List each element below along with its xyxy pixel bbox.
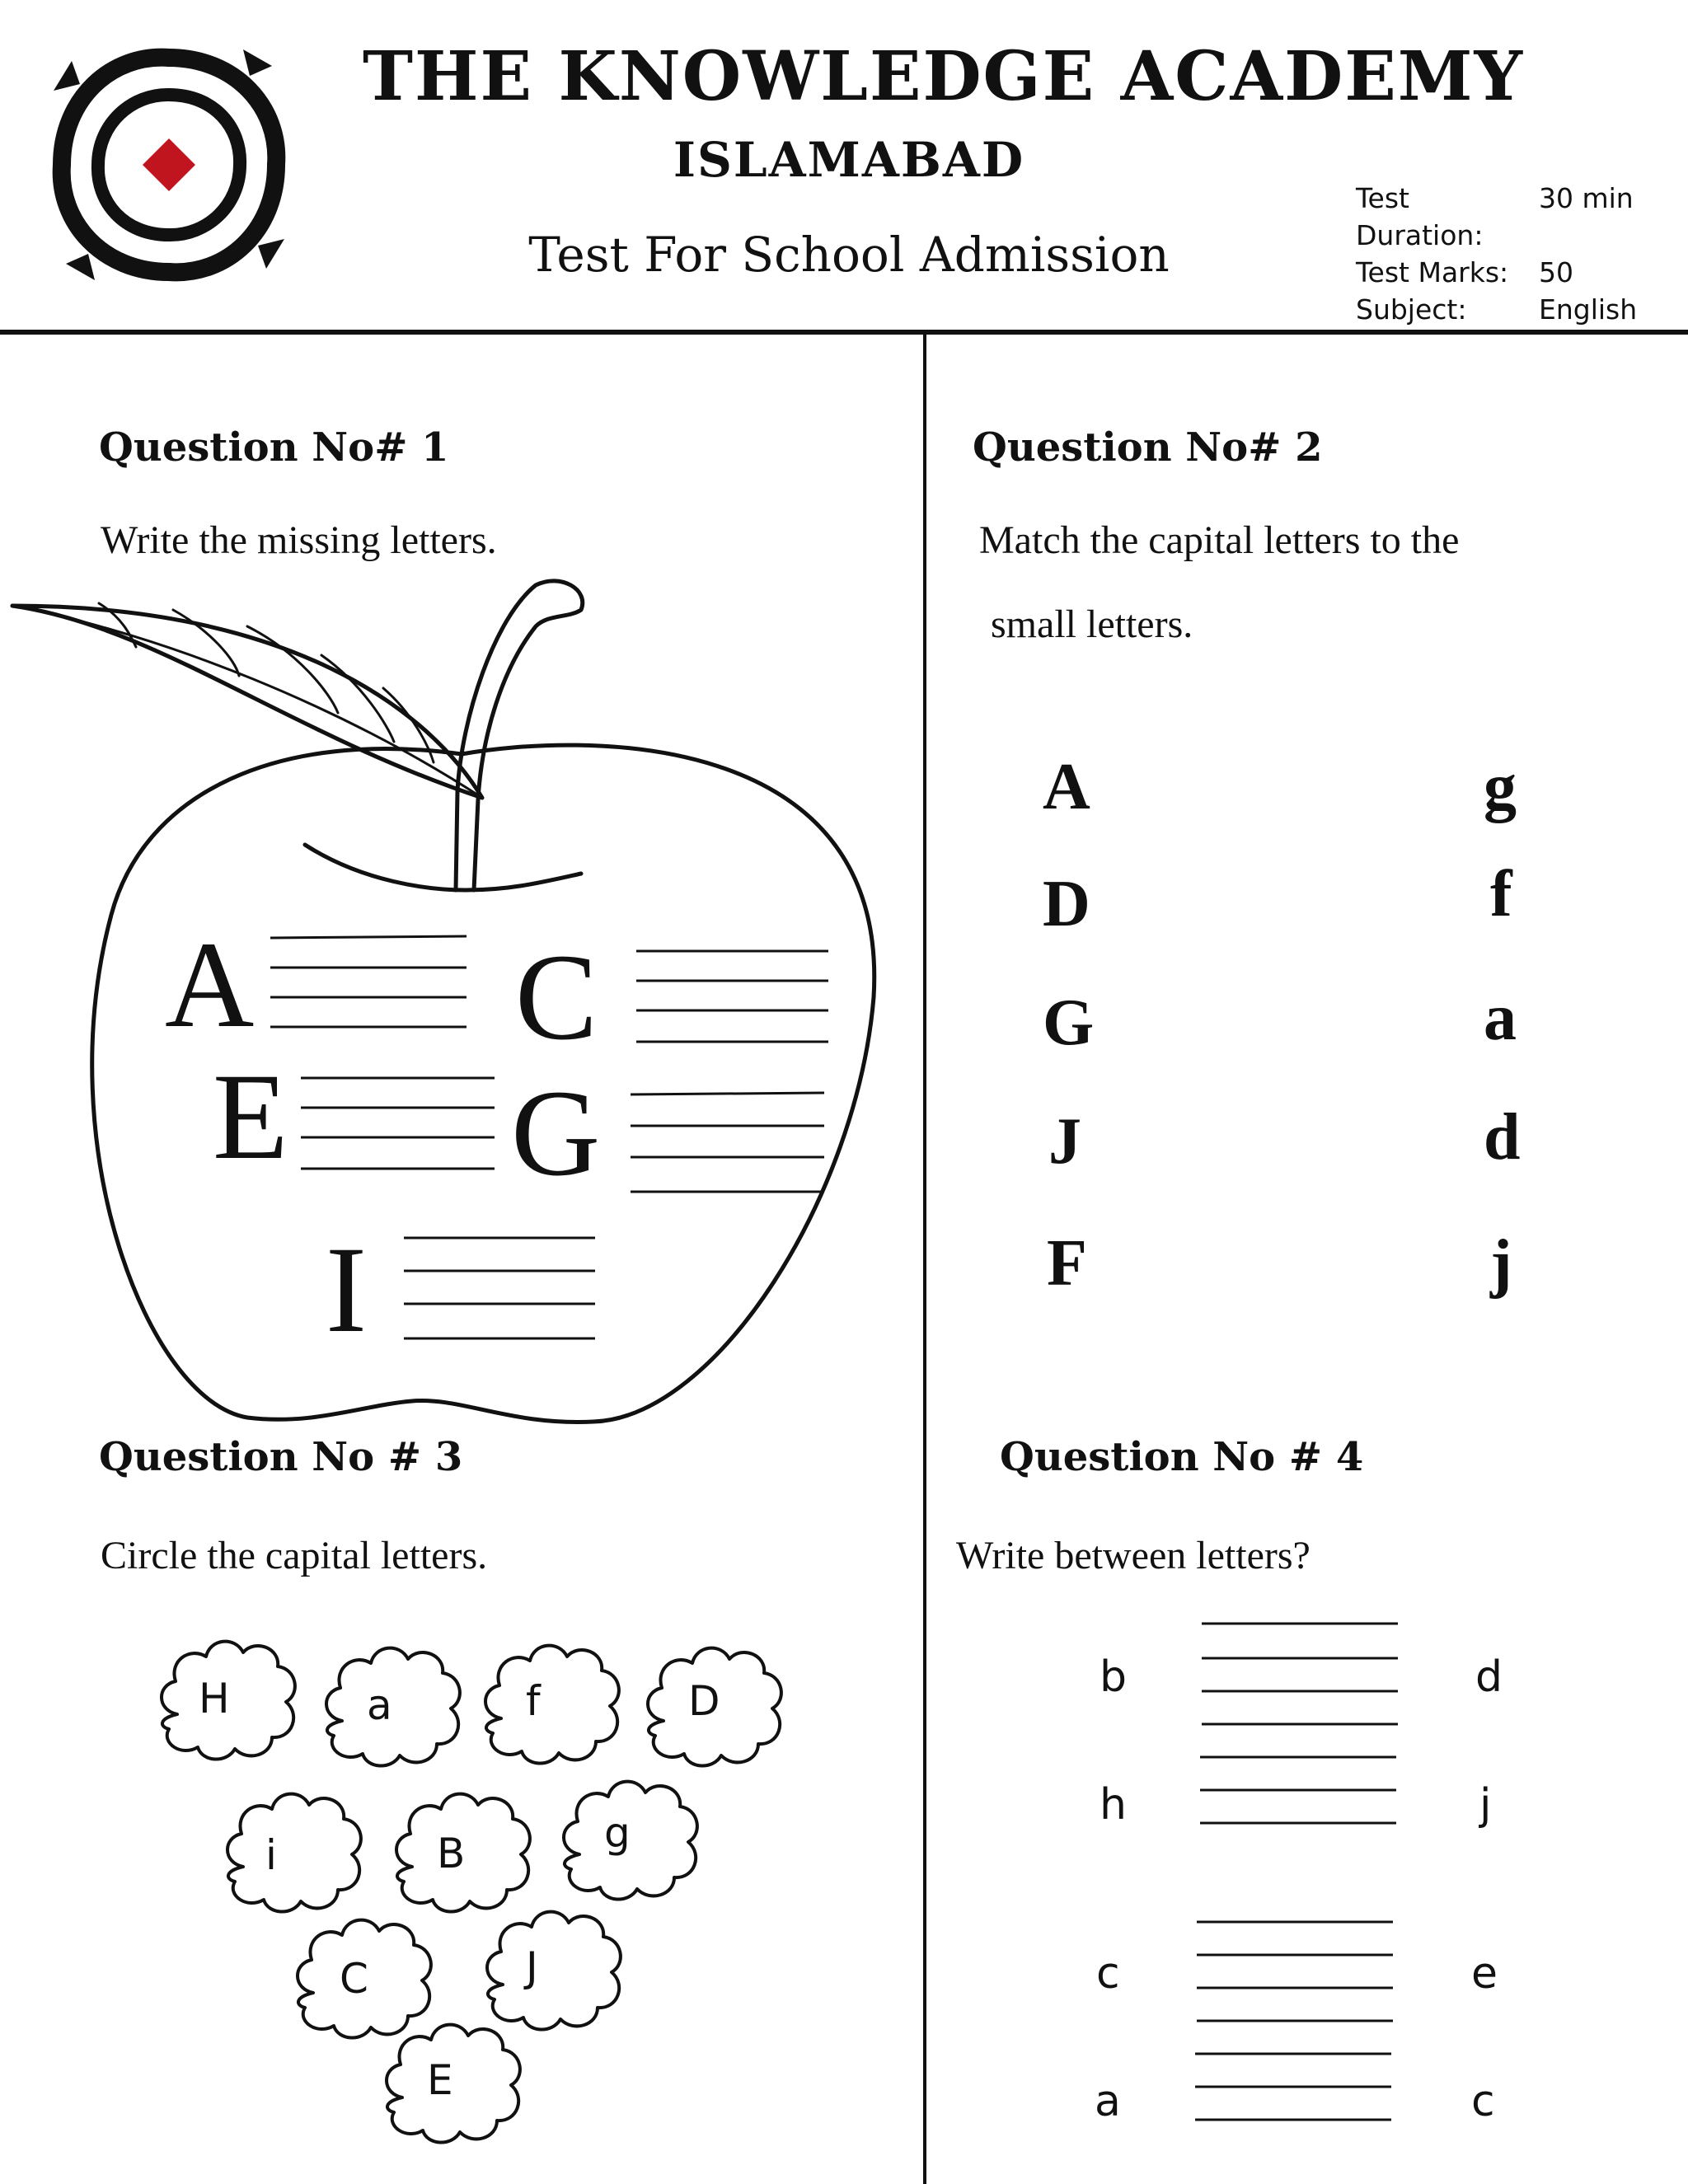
q4-instruction: Write between letters? [956, 1534, 1311, 1577]
subject-row [1356, 291, 1637, 328]
q2-capital-d[interactable]: D [1043, 868, 1090, 940]
cloud-letter: i [265, 1831, 277, 1879]
q1-letter-c: C [515, 929, 598, 1066]
test-info [1356, 180, 1637, 328]
q2-small-j[interactable]: j [1490, 1227, 1512, 1300]
cloud-shape-10[interactable] [387, 2025, 520, 2143]
info-value: English [1539, 293, 1638, 326]
q2-title: Question No# 2 [973, 424, 1323, 471]
cloud-letter: a [367, 1681, 392, 1729]
cloud-letter: J [526, 1943, 538, 1991]
q2-instruction-line1: Match the capital letters to the [979, 518, 1460, 562]
column-divider [923, 335, 926, 2184]
q4-right-letter: j [1479, 1780, 1492, 1830]
q2-small-f[interactable]: f [1490, 858, 1512, 930]
q2-capital-g[interactable]: G [1043, 987, 1095, 1059]
header-divider [0, 330, 1688, 335]
info-label: Subject: [1356, 293, 1467, 326]
q2-capital-j[interactable]: J [1048, 1105, 1081, 1178]
q1-title: Question No# 1 [99, 424, 449, 471]
cloud-letter: g [604, 1809, 631, 1857]
info-label: Test Duration: [1356, 182, 1484, 251]
q4-right-letter: e [1471, 1949, 1498, 1999]
q1-letter-g: G [511, 1065, 601, 1202]
q4-title: Question No # 4 [1000, 1434, 1364, 1480]
q4-left-letter: a [1095, 2077, 1121, 2126]
cloud-shape-2[interactable] [326, 1648, 460, 1766]
cloud-shape-7[interactable] [564, 1782, 697, 1900]
q4-left-letter: b [1100, 1652, 1128, 1702]
q2-small-d[interactable]: d [1484, 1101, 1521, 1174]
cloud-shape-3[interactable] [485, 1646, 619, 1764]
q1-writing-lines[interactable] [0, 907, 915, 1368]
cloud-letter: E [427, 2056, 453, 2104]
q4-writing-lines[interactable] [1179, 1615, 1409, 2159]
q1-letter-a: A [165, 916, 255, 1053]
info-value: 50 [1539, 256, 1573, 288]
cloud-letter: C [340, 1955, 368, 2003]
info-label: Test Marks: [1356, 256, 1509, 288]
info-value: 30 min [1539, 182, 1634, 214]
q2-instruction-line2: small letters. [991, 602, 1193, 646]
q2-small-a[interactable]: a [1484, 982, 1517, 1054]
test-title: Test For School Admission [528, 227, 1170, 283]
q1-letter-i: I [326, 1221, 367, 1358]
cloud-shape-9[interactable] [487, 1912, 621, 2030]
cloud-letter: B [437, 1830, 466, 1877]
q3-title: Question No # 3 [99, 1434, 463, 1480]
cloud-letter: H [199, 1675, 230, 1722]
school-city: ISLAMABAD [673, 132, 1025, 188]
q4-left-letter: h [1100, 1780, 1127, 1830]
q2-capital-a[interactable]: A [1043, 751, 1090, 823]
test-duration-row [1356, 180, 1637, 254]
q3-instruction: Circle the capital letters. [101, 1534, 488, 1577]
cloud-letter: f [526, 1677, 541, 1725]
q4-right-letter: d [1475, 1652, 1503, 1702]
cloud-letter: D [688, 1677, 720, 1725]
q2-capital-f[interactable]: F [1047, 1227, 1087, 1300]
q1-instruction: Write the missing letters. [101, 518, 497, 562]
q3-clouds [0, 1615, 907, 2159]
q1-letter-e: E [213, 1048, 288, 1185]
q4-right-letter: c [1471, 2077, 1495, 2126]
cloud-shape-5[interactable] [227, 1794, 361, 1912]
test-marks-row [1356, 254, 1637, 291]
q4-left-letter: c [1096, 1949, 1120, 1999]
school-name: THE KNOWLEDGE ACADEMY [363, 37, 1525, 116]
academy-logo [45, 41, 293, 288]
q2-small-g[interactable]: g [1484, 751, 1517, 823]
